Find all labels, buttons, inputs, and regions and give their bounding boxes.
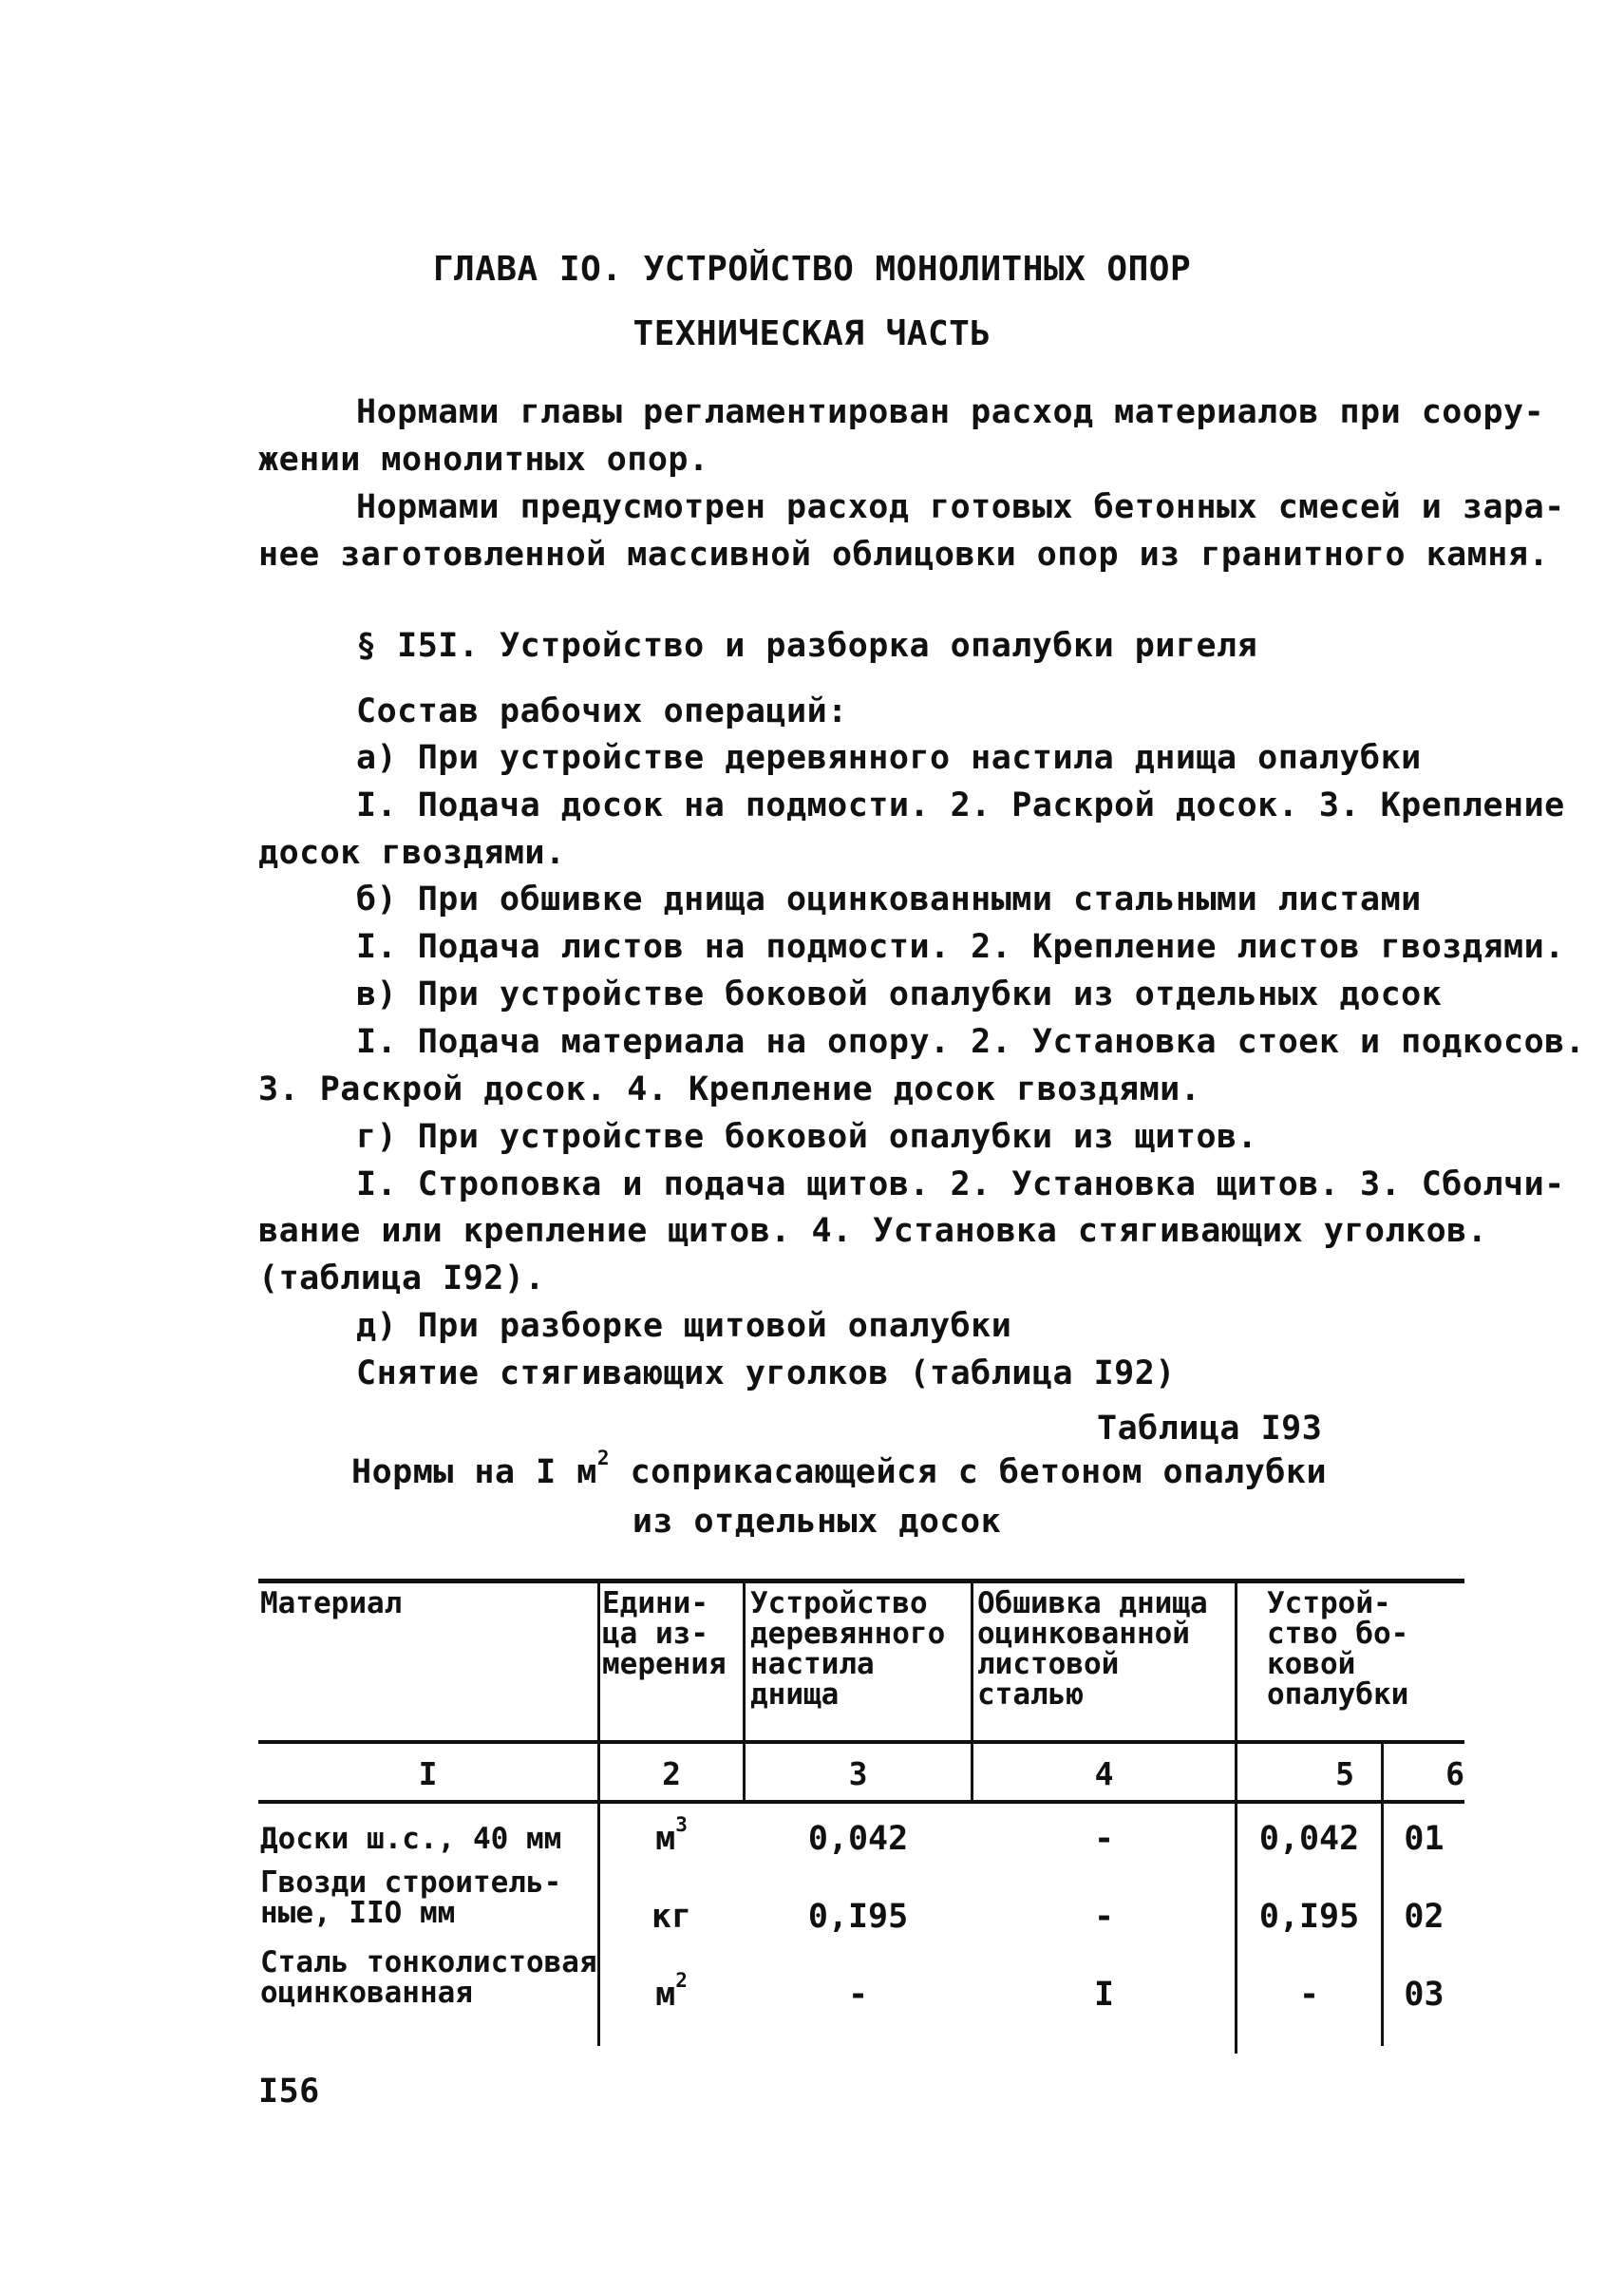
table-row-code: 02 <box>1404 1898 1445 1936</box>
paragraph-line: Нормами главы регламентирован расход материалов при соору- <box>356 393 1545 431</box>
table-row-value: 0,I95 <box>1258 1898 1360 1936</box>
table-caption-line2: из отдельных досок <box>632 1503 1002 1541</box>
paragraph-heading: § I5I. Устройство и разборка опалубки ригеля <box>356 627 1258 665</box>
table-row-unit: $м^3$ <box>655 1813 688 1858</box>
table-row-unit: кг <box>651 1898 692 1936</box>
chapter-title: ГЛАВА IO. УСТРОЙСТВО МОНОЛИТНЫХ ОПОР <box>432 250 1192 289</box>
column-number: 4 <box>1094 1755 1114 1792</box>
operation-line: I. Строповка и подача щитов. 2. Установка щитов. 3. Сболчи- <box>356 1165 1565 1203</box>
paragraph-line: нее заготовленной массивной облицовки опор из гранитного камня. <box>258 536 1550 574</box>
operation-line: г) При устройстве боковой опалубки из щитов. <box>356 1118 1258 1156</box>
column-number: 3 <box>848 1755 868 1792</box>
operation-line: (таблица I92). <box>258 1259 546 1297</box>
operation-line: I. Подача материала на опору. 2. Установка стоек и подкосов. <box>356 1023 1586 1061</box>
operation-line: б) При обшивке днища оцинкованными стальными листами <box>356 880 1422 918</box>
table-row-value: I <box>1093 1976 1115 2014</box>
paragraph-line: жении монолитных опор. <box>258 441 709 479</box>
page-number: I56 <box>258 2073 320 2111</box>
table-label: Таблица I93 <box>1097 1410 1323 1448</box>
operation-line: вание или крепление щитов. 4. Установка стягивающих уголков. <box>258 1212 1488 1250</box>
table-row-material: Гвозди строитель- ные, IIO мм <box>260 1865 562 1930</box>
table-row-value: - <box>1093 1820 1115 1858</box>
operation-line: Снятие стягивающих уголков (таблица I92) <box>356 1354 1176 1392</box>
operations-heading: Состав рабочих операций: <box>356 692 848 730</box>
column-number: 2 <box>662 1755 681 1792</box>
column-number: 6 <box>1445 1755 1464 1792</box>
table-row-value: - <box>1298 1976 1320 2014</box>
operation-line: I. Подача листов на подмости. 2. Крепление листов гвоздями. <box>356 928 1565 966</box>
table-row-value: 0,042 <box>807 1820 909 1858</box>
header-rule <box>258 1740 1464 1744</box>
table-row-value: 0,I95 <box>807 1898 909 1936</box>
table-row-value: - <box>847 1976 869 2014</box>
header-unit: Едини- ца из- мерения <box>602 1586 727 1681</box>
header-side-formwork: Устрой- ство бо- ковой опалубки <box>1267 1586 1409 1712</box>
table-row-material: Сталь тонколистовая оцинкованная <box>260 1945 597 2010</box>
operation-line: д) При разборке щитовой опалубки <box>356 1307 1012 1345</box>
paragraph-line: Нормами предусмотрен расход готовых бетонных смесей и зара- <box>356 488 1565 526</box>
table-top-rule <box>258 1579 1464 1583</box>
header-material: Материал <box>260 1586 403 1620</box>
header-sheathing: Обшивка днища оцинкованной листовой сталью <box>977 1586 1208 1712</box>
table-row-code: 03 <box>1404 1976 1445 2014</box>
operation-line: а) При устройстве деревянного настила днища опалубки <box>356 739 1422 777</box>
table-row-material: Доски ш.с., 40 мм <box>260 1822 562 1856</box>
section-title: ТЕХНИЧЕСКАЯ ЧАСТЬ <box>633 314 991 353</box>
header-deck: Устройство деревянного настила днища <box>750 1586 946 1712</box>
table-row-value: - <box>1093 1898 1115 1936</box>
table-caption: Нормы на I $м^2$ соприкасающейся с бетоном опалубки <box>351 1447 1328 1491</box>
operation-line: 3. Раскрой досок. 4. Крепление досок гвоздями. <box>258 1070 1201 1108</box>
numbers-rule <box>258 1800 1464 1804</box>
operation-line: досок гвоздями. <box>258 834 566 872</box>
operation-line: в) При устройстве боковой опалубки из отдельных досок <box>356 975 1443 1013</box>
operation-line: I. Подача досок на подмости. 2. Раскрой досок. 3. Крепление <box>356 786 1565 824</box>
table-row-unit: $м^2$ <box>655 1969 688 2014</box>
column-number: I <box>418 1755 438 1792</box>
column-number: 5 <box>1335 1755 1354 1792</box>
table-row-code: 01 <box>1404 1820 1445 1858</box>
norms-table <box>258 1579 1464 2054</box>
table-row-value: 0,042 <box>1258 1820 1360 1858</box>
